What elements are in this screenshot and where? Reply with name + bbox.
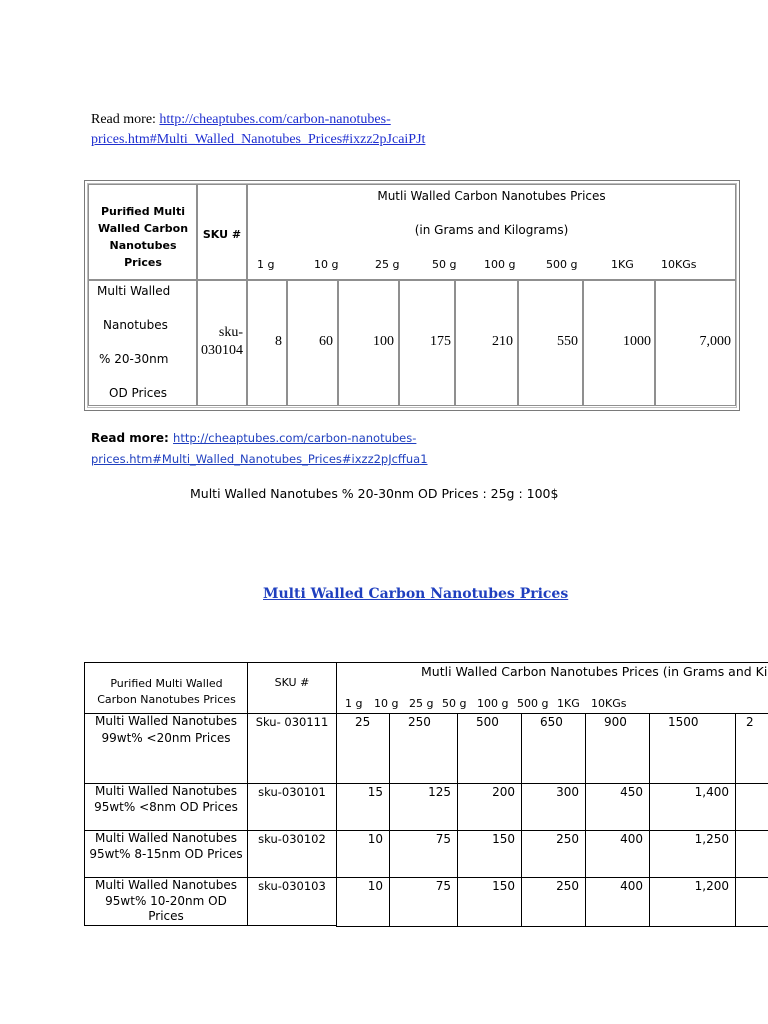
t2-price-cell (457, 830, 522, 878)
t2-size-label: 10KGs (591, 697, 627, 710)
t2-price: 150 (492, 832, 515, 846)
t1-col1-header: Purified Multi Walled Carbon Nanotubes Prices (97, 205, 189, 269)
section-title-link[interactable]: Multi Walled Carbon Nanotubes Prices (263, 586, 569, 602)
t1-size-label: 25 g (375, 258, 400, 271)
read-more-2 (91, 428, 428, 470)
t2-price: 500 (476, 715, 499, 729)
t2-row-name-cell (84, 783, 248, 831)
t2-price-cell (389, 783, 458, 831)
t2-price-cell (457, 877, 522, 927)
t1-title-line1: Mutli Walled Carbon Nanotubes Prices (377, 189, 606, 203)
t2-price-cell (336, 713, 390, 784)
t1-row-name-line: % 20-30nm (99, 352, 169, 366)
t2-price-cell (649, 877, 736, 927)
t2-price-cell (336, 830, 390, 878)
t2-price-cell (389, 877, 458, 927)
t1-title-line2: (in Grams and Kilograms) (414, 223, 569, 237)
t2-price: 125 (428, 785, 451, 799)
t1-price: 550 (557, 334, 578, 349)
t1-price-cell (655, 280, 736, 406)
t2-price: 400 (620, 879, 643, 893)
t2-price: 75 (435, 879, 451, 893)
t2-price: 250 (556, 832, 579, 846)
t2-row-sku-cell (247, 713, 337, 784)
t1-size-label: 1 g (257, 258, 275, 271)
t2-title-cell (336, 662, 768, 714)
t1-row-sku-line: 030104 (201, 343, 243, 358)
t2-row-sku: sku-030101 (258, 785, 326, 799)
t2-row-sku-cell (247, 830, 337, 878)
t2-price-cell (735, 783, 768, 831)
t1-price: 210 (492, 334, 513, 349)
t2-price: 1,400 (694, 785, 729, 799)
t1-sku-header-cell (197, 184, 247, 280)
t2-price: 2 (746, 715, 754, 729)
t2-price-cell (521, 877, 586, 927)
t2-price-cell (735, 877, 768, 927)
t2-row-sku: sku-030102 (258, 832, 326, 846)
t1-price-cell (455, 280, 518, 406)
t1-sku-header: SKU # (202, 228, 242, 241)
t1-size-label: 10KGs (661, 258, 697, 271)
t2-price: 10 (367, 879, 383, 893)
t2-title: Mutli Walled Carbon Nanotubes Prices (in Grams and Ki (421, 664, 768, 679)
t2-price: 400 (620, 832, 643, 846)
price-table-2 (84, 662, 768, 926)
t2-price-cell (649, 783, 736, 831)
t1-price-cell (399, 280, 455, 406)
t2-row-sku: Sku- 030111 (255, 715, 329, 729)
t2-row-name: Multi Walled Nanotubes 95wt% <8nm OD Prices (94, 784, 238, 814)
t1-row-name-line: OD Prices (109, 386, 168, 400)
t2-row-name-cell (84, 830, 248, 878)
t1-row-sku-line: sku- (218, 325, 243, 340)
t2-row-name: Multi Walled Nanotubes 99wt% <20nm Prices (95, 714, 237, 745)
t2-price-cell (521, 713, 586, 784)
t1-price-cell (583, 280, 655, 406)
t1-row-sku-cell (197, 280, 247, 406)
t2-price: 650 (540, 715, 563, 729)
t2-row-sku: sku-030103 (258, 879, 326, 893)
t2-row-sku-cell (247, 783, 337, 831)
t2-price: 1,250 (694, 832, 729, 846)
t2-sku-header: SKU # (274, 676, 310, 689)
t2-price: 1,200 (694, 879, 729, 893)
t2-price-cell (521, 830, 586, 878)
t2-price-cell (457, 783, 522, 831)
t1-size-label: 500 g (546, 258, 578, 271)
t1-row-name-line: Nanotubes (103, 318, 168, 332)
t2-col1-header-cell (84, 662, 248, 714)
t1-size-label: 100 g (484, 258, 516, 271)
t2-size-label: 100 g (477, 697, 509, 710)
t2-price-cell (585, 783, 650, 831)
t1-size-label: 50 g (432, 258, 457, 271)
t2-size-label: 50 g (442, 697, 467, 710)
t1-price: 7,000 (699, 334, 731, 349)
price-table-1 (84, 180, 740, 411)
t2-row-name-cell (84, 713, 248, 784)
t1-size-label: 10 g (314, 258, 339, 271)
read-more-link-1[interactable]: http://cheaptubes.com/carbon-nanotubes- prices.htm#Multi_Walled_Nanotubes_Prices#ixzz2pJcaiPJt (91, 112, 426, 147)
t1-title-cell (247, 184, 736, 280)
t2-price-cell (585, 877, 650, 927)
t1-price-cell (247, 280, 287, 406)
t1-price-cell (518, 280, 583, 406)
t2-price-cell (585, 830, 650, 878)
t2-price-cell (389, 830, 458, 878)
t1-price: 8 (275, 334, 282, 349)
t2-price: 15 (367, 785, 383, 799)
t1-row-name-cell (88, 280, 197, 406)
t1-price: 60 (319, 334, 333, 349)
t2-price: 250 (408, 715, 431, 729)
read-more-1 (91, 110, 511, 150)
t2-price: 1500 (668, 715, 699, 729)
t2-price-cell (735, 830, 768, 878)
read-more-label: Read more: (91, 431, 174, 445)
t1-row-name-line: Multi Walled (97, 284, 171, 298)
read-more-label: Read more: (91, 112, 160, 127)
t2-price: 300 (556, 785, 579, 799)
t1-size-label: 1KG (611, 258, 634, 271)
t2-price-cell (649, 830, 736, 878)
t2-price: 250 (556, 879, 579, 893)
t2-price-cell (735, 713, 768, 784)
t1-col1-header-cell (88, 184, 197, 280)
t2-row-sku-cell (247, 877, 337, 926)
t2-size-label: 25 g (409, 697, 434, 710)
t2-price: 150 (492, 879, 515, 893)
t2-price: 25 (355, 715, 371, 729)
t2-price-cell (336, 877, 390, 927)
read-more-link-2[interactable]: http://cheaptubes.com/carbon-nanotubes- prices.htm#Multi_Walled_Nanotubes_Prices#ixzz2pJcffua1 (91, 431, 428, 466)
t2-row-name: Multi Walled Nanotubes 95wt% 10-20nm OD Prices (95, 878, 237, 923)
t1-price: 100 (373, 334, 394, 349)
t2-price-cell (585, 713, 650, 784)
t1-price: 175 (430, 334, 451, 349)
t2-size-label: 1KG (557, 697, 580, 710)
price-note: Multi Walled Nanotubes % 20-30nm OD Prices : 25g : 100$ (190, 486, 559, 501)
t2-price-cell (649, 713, 736, 784)
t2-price-cell (521, 783, 586, 831)
t1-price-cell (287, 280, 338, 406)
t2-price-cell (336, 783, 390, 831)
t2-price: 450 (620, 785, 643, 799)
t2-price-cell (457, 713, 522, 784)
t2-price: 900 (604, 715, 627, 729)
t2-col1-header: Purified Multi Walled Carbon Nanotubes Prices (97, 677, 236, 706)
t2-size-label: 10 g (374, 697, 399, 710)
t2-price-cell (389, 713, 458, 784)
t2-price: 75 (435, 832, 451, 846)
t2-size-label: 500 g (517, 697, 549, 710)
t2-row-name-cell (84, 877, 248, 926)
t2-price: 200 (492, 785, 515, 799)
t2-sku-header-cell (247, 662, 337, 714)
t2-size-label: 1 g (345, 697, 363, 710)
t1-price-cell (338, 280, 399, 406)
t2-price: 10 (367, 832, 383, 846)
t1-price: 1000 (623, 334, 651, 349)
t2-row-name: Multi Walled Nanotubes 95wt% 8-15nm OD Prices (89, 831, 243, 861)
